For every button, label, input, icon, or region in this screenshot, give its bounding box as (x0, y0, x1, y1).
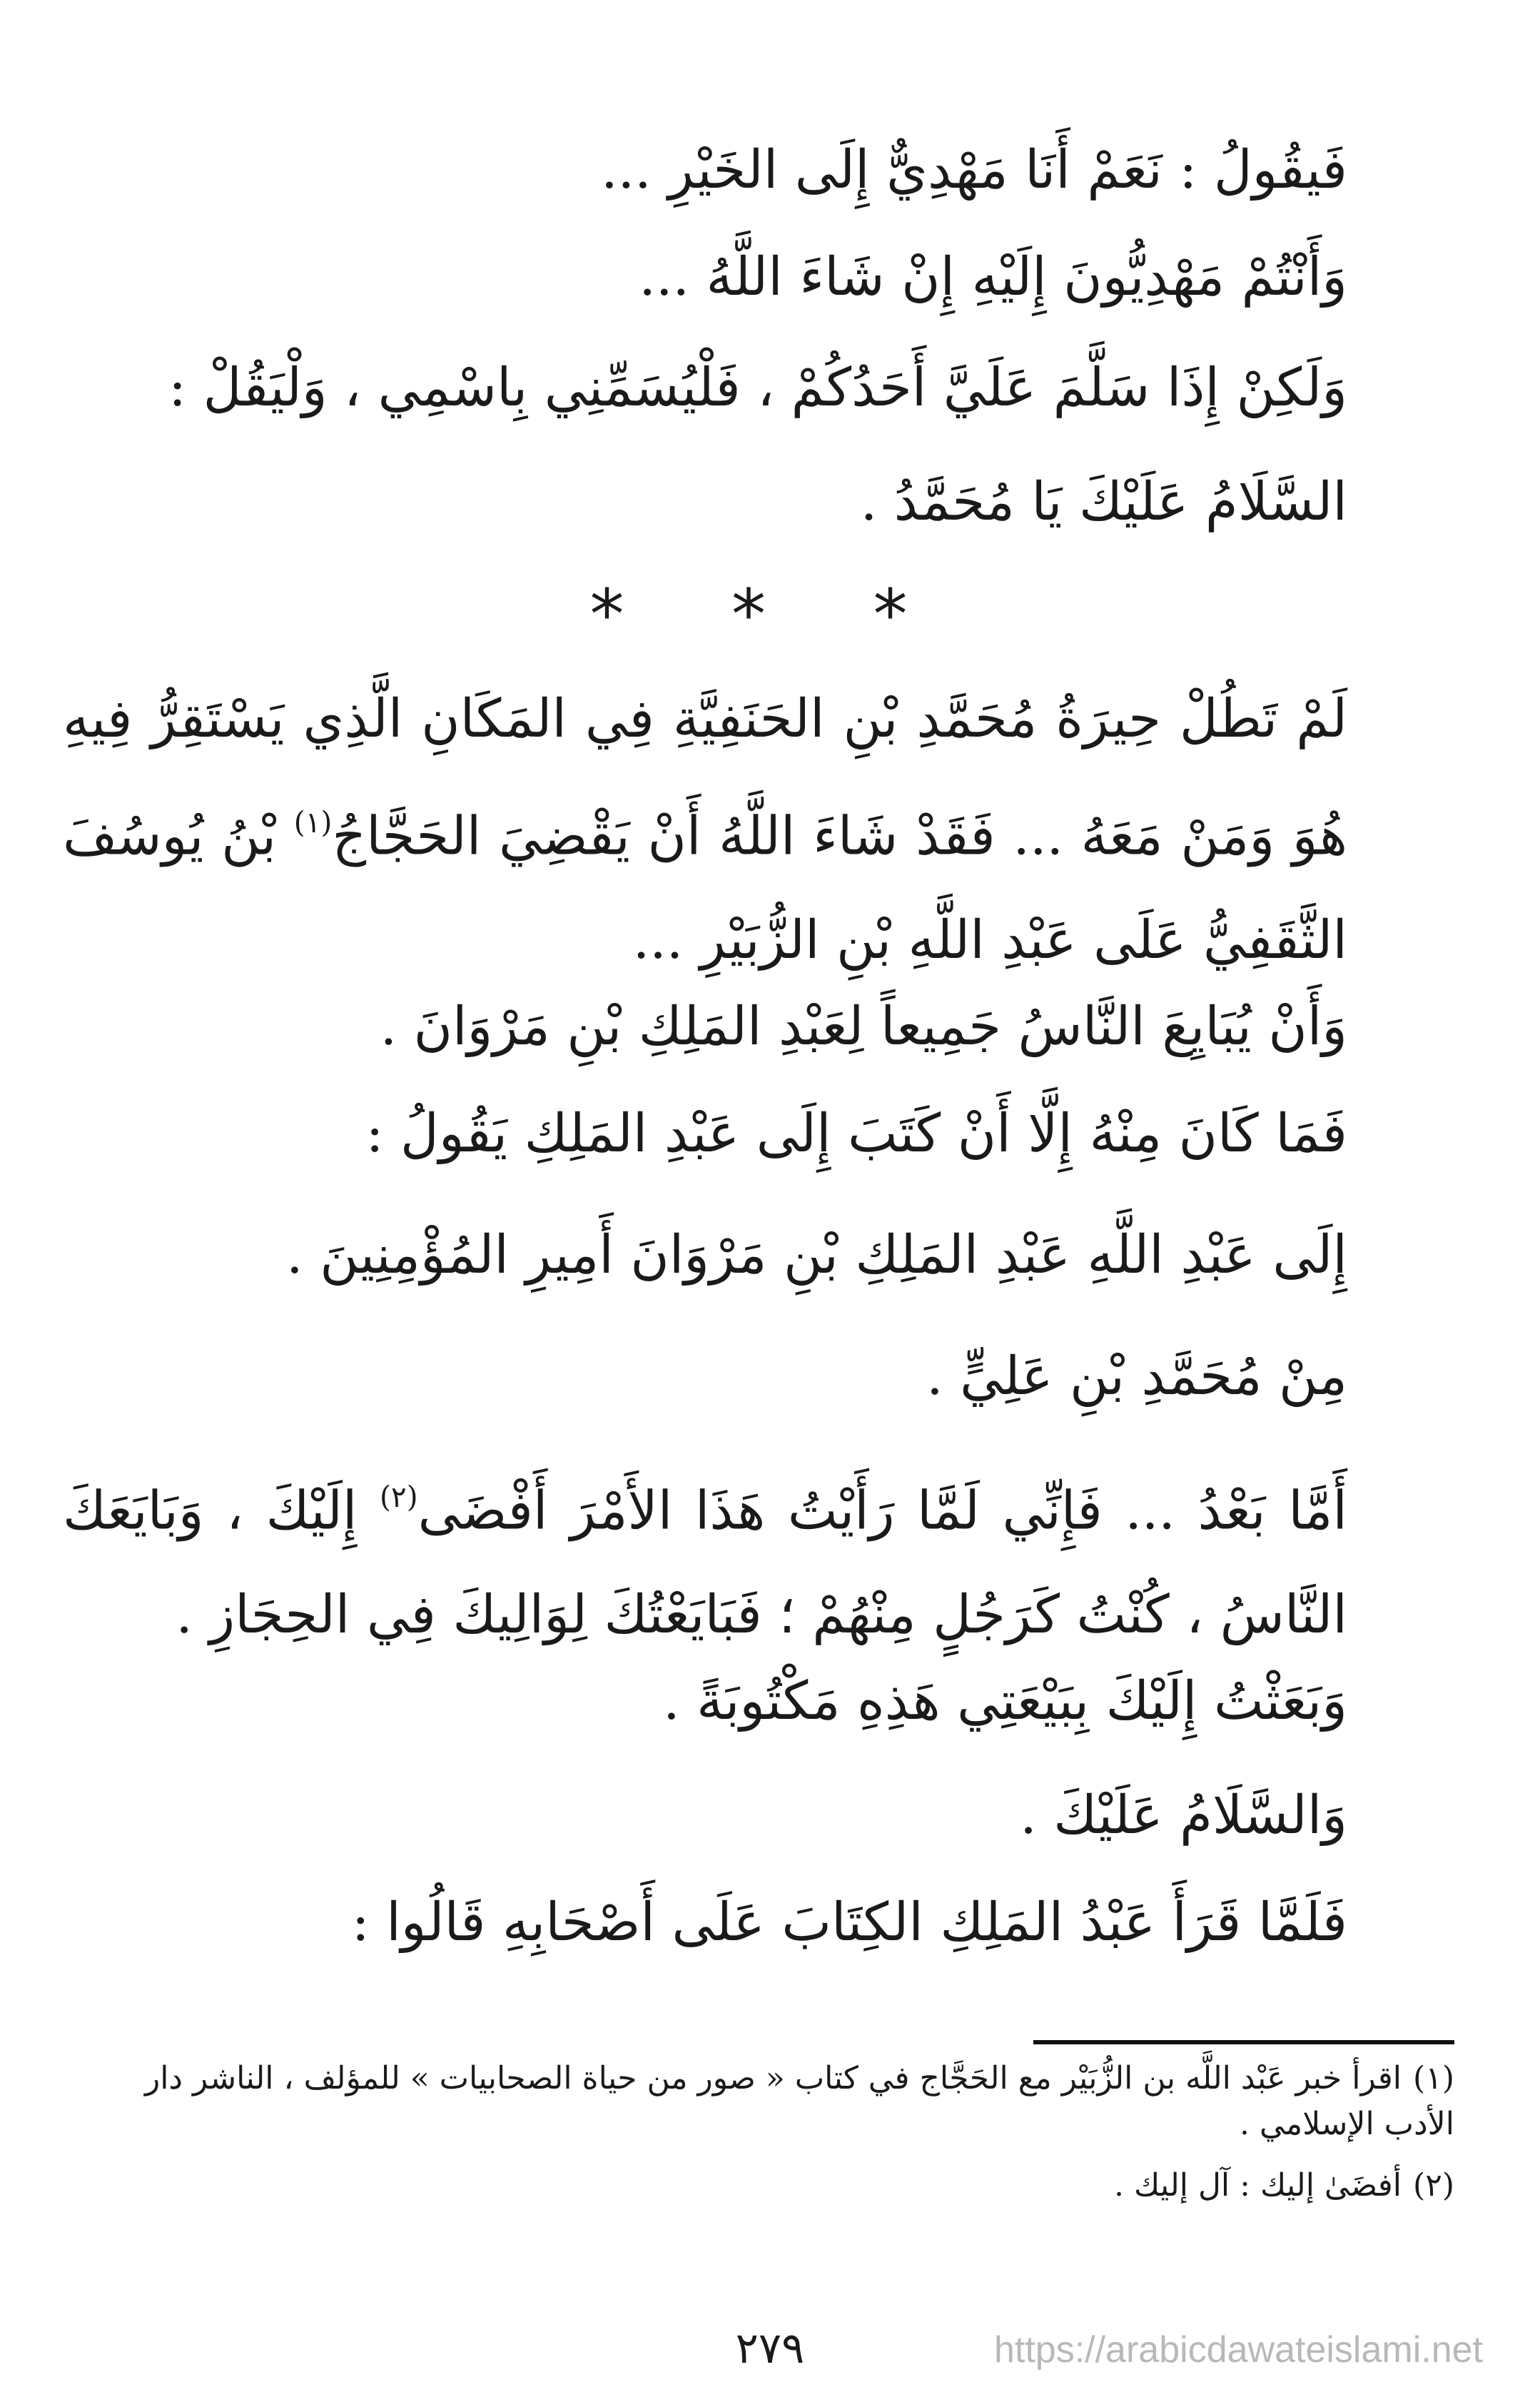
footnote-divider (1033, 2040, 1454, 2044)
text-line-7: إِلَى عَبْدِ اللَّهِ عَبْدِ المَلِكِ بْنِ مَرْوَانَ أَمِيرِ المُؤْمِنِينَ . (286, 1224, 1347, 1286)
page-number: ٢٧٩ (735, 2323, 805, 2373)
watermark-url: https://arabicdawateislami.net (993, 2329, 1483, 2371)
text-line-10: وَالسَّلَامُ عَلَيْكَ . (1020, 1785, 1347, 1846)
paragraph-1 (63, 667, 1347, 992)
footnote-2 (84, 2163, 1454, 2209)
text-line-4: السَّلَامُ عَلَيْكَ يَا مُحَمَّدُ . (860, 471, 1347, 533)
footnote-2-number: (٢) (1413, 2167, 1454, 2204)
paragraph-1-part-a: لَمْ تَطُلْ حِيرَةُ مُحَمَّدِ بْنِ الحَنَفِيَّةِ فِي المَكَانِ الَّذِي يَسْتَقِرُّ فِيهِ هُوَ وَمَنْ مَعَهُ ... فَقَدْ شَاءَ اللَّهُ أَنْ يَقْضِيَ الحَجَّاجُ (63, 688, 1347, 867)
footnote-ref-2: (٢) (380, 1480, 418, 1514)
text-line-11: فَلَمَّا قَرَأَ عَبْدُ المَلِكِ الكِتَابَ عَلَى أَصْحَابِهِ قَالُوا : (351, 1892, 1347, 1953)
text-line-8: مِنْ مُحَمَّدِ بْنِ عَلِيٍّ . (926, 1346, 1347, 1407)
text-line-1: فَيقُولُ : نَعَمْ أَنَا مَهْدِيٌّ إِلَى الخَيْرِ ... (601, 139, 1347, 201)
section-separator: * * * (589, 575, 951, 655)
footnote-1-text: اقرأ خبر عَبْد اللَّه بن الزُّبَيْر مع الحَجَّاج في كتاب « صور من حياة الصحابيات » للمؤلف ، الناشر دار الأدب الإسلامي . (144, 2060, 1454, 2142)
paragraph-2-part-b: إِلَيْكَ ، وَبَايَعَكَ النَّاسُ ، كُنْتُ كَرَجُلٍ مِنْهُمْ ؛ فَبَايَعْتُكَ لِوَالِيكَ فِي الحِجَازِ . (63, 1480, 1347, 1645)
text-line-2: وَأَنْتُمْ مَهْدِيُّونَ إِلَيْهِ إِنْ شَاءَ اللَّهُ ... (639, 246, 1347, 308)
paragraph-1-part-b: بْنُ يُوسُفَ الثَّقَفِيُّ عَلَى عَبْدِ اللَّهِ بْنِ الزُّبَيْرِ ... (63, 805, 1347, 971)
footnote-1-number: (١) (1413, 2060, 1454, 2096)
footnote-1 (84, 2056, 1454, 2147)
text-line-9: وَبَعَثْتُ إِلَيْكَ بِبَيْعَتِي هَذِهِ مَكْتُوبَةً . (663, 1670, 1347, 1732)
paragraph-2-part-a: أَمَّا بَعْدُ ... فَإِنِّي لَمَّا رَأَيْتُ هَذَا الأَمْرَ أَفْضَى (417, 1480, 1347, 1542)
text-line-3: وَلَكِنْ إِذَا سَلَّمَ عَلَيَّ أَحَدُكُمْ ، فَلْيُسَمِّنِي بِاسْمِي ، وَلْيَقُلْ : (168, 357, 1347, 418)
text-line-5: وَأَنْ يُبَايِعَ النَّاسُ جَمِيعاً لِعَبْدِ المَلِكِ بْنِ مَرْوَانَ . (380, 996, 1347, 1057)
paragraph-2 (63, 1445, 1347, 1667)
footnote-2-text: أفضَىٰ إليك : آل إليك . (1114, 2167, 1402, 2204)
footnote-ref-1: (١) (293, 805, 333, 839)
text-line-6: فَمَا كَانَ مِنْهُ إِلَّا أَنْ كَتَبَ إِلَى عَبْدِ المَلِكِ يَقُولُ : (365, 1103, 1347, 1164)
